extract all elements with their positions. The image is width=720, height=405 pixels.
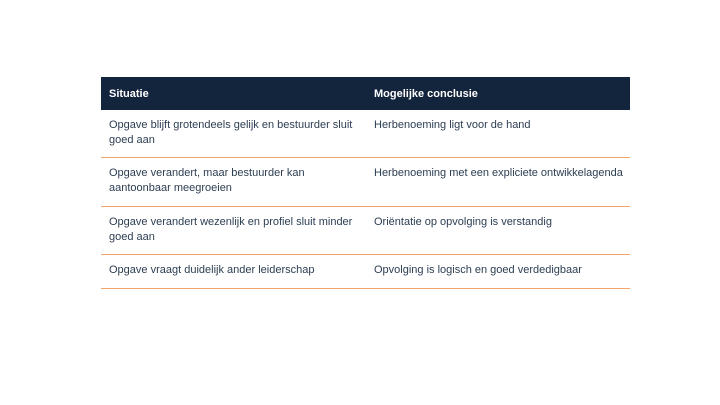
table-row bbox=[101, 158, 630, 207]
column-header-situatie: Situatie bbox=[109, 87, 149, 100]
table-row bbox=[101, 207, 630, 255]
situation-cell: Opgave verandert, maar bestuurder kan aantoonbaar meegroeien bbox=[109, 167, 305, 194]
conclusion-cell: Herbenoeming ligt voor de hand bbox=[374, 119, 531, 131]
situation-cell: Opgave vraagt duidelijk ander leiderschap bbox=[109, 264, 315, 276]
table-row bbox=[101, 255, 630, 289]
table-header bbox=[101, 77, 630, 110]
situation-cell: Opgave blijft grotendeels gelijk en bestuurder sluit goed aan bbox=[109, 119, 353, 146]
conclusion-cell: Oriëntatie op opvolging is verstandig bbox=[374, 216, 552, 228]
situation-conclusion-table bbox=[101, 77, 630, 289]
conclusion-cell: Herbenoeming met een expliciete ontwikkelagenda bbox=[374, 167, 623, 179]
table-row bbox=[101, 110, 630, 158]
column-header-mogelijke-conclusie: Mogelijke conclusie bbox=[374, 87, 478, 100]
conclusion-cell: Opvolging is logisch en goed verdedigbaar bbox=[374, 264, 582, 276]
situation-cell: Opgave verandert wezenlijk en profiel sluit minder goed aan bbox=[109, 216, 353, 243]
